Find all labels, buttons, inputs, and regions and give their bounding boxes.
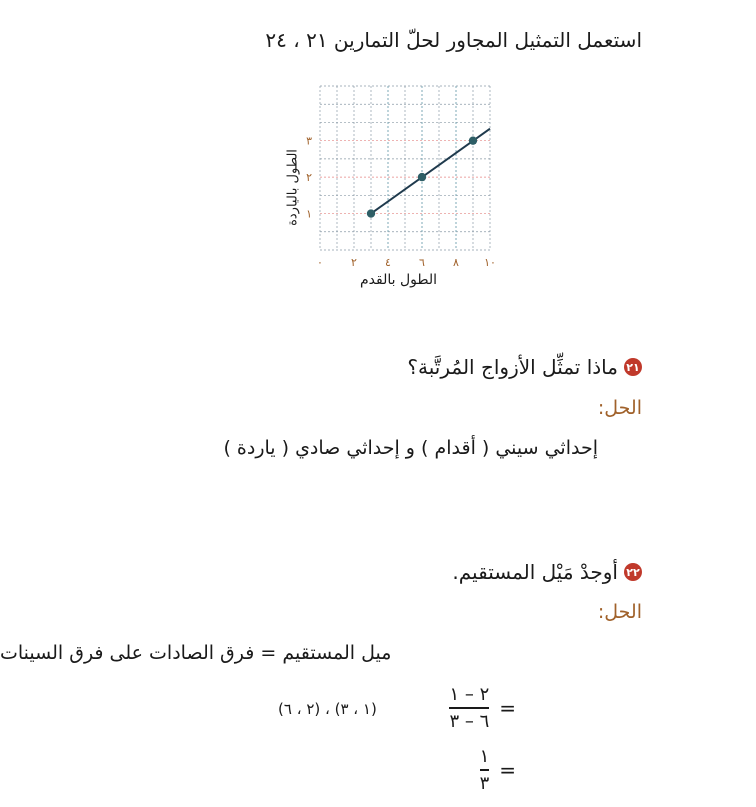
question-number-badge: ٢١: [624, 358, 642, 376]
question-number-badge: ٢٢: [624, 563, 642, 581]
step-1: [449, 684, 516, 732]
answer-21: إحداثي سيني ( أقدام ) و إحداثي صادي ( ياردة ): [223, 437, 598, 459]
fraction: [480, 746, 490, 794]
x-tick-label: ٠: [317, 256, 323, 269]
x-tick-label: ١٠: [484, 256, 496, 269]
equals-sign: =: [499, 695, 516, 720]
question-21: [407, 355, 642, 379]
y-tick-label: ١: [306, 207, 312, 221]
denominator: ٦ – ٣: [449, 710, 490, 732]
step-2: [480, 746, 516, 794]
x-axis-label: الطول بالقدم: [360, 272, 438, 288]
denominator: ٣: [479, 772, 490, 794]
data-point: [367, 209, 375, 217]
data-point: [469, 136, 477, 144]
question-22: [452, 560, 642, 584]
intro-text: استعمل التمثيل المجاور لحلّ التمارين ٢١ ، ٢٤: [265, 28, 642, 52]
grid: [320, 86, 490, 250]
y-tick-label: ٢: [306, 171, 312, 185]
x-tick-label: ٢: [351, 256, 357, 269]
y-axis-label: الطول بالياردة: [285, 149, 301, 226]
x-tick-label: ٨: [453, 256, 459, 269]
equals-sign: =: [499, 757, 516, 782]
question-text: ماذا تمثِّل الأزواج المُرتَّبة؟: [407, 355, 618, 379]
solution-label: الحل:: [597, 601, 642, 623]
solution-label: الحل:: [597, 397, 642, 419]
plot-series: [367, 129, 490, 218]
fraction: [449, 684, 489, 732]
data-point: [418, 173, 426, 181]
slope-rule: ميل المستقيم = فرق الصادات على فرق السينات: [0, 642, 392, 664]
x-tick-label: ٦: [419, 256, 425, 269]
numerator: ١: [479, 746, 490, 767]
y-tick-label: ٣: [306, 134, 312, 148]
fraction-bar: [480, 769, 490, 771]
fraction-bar: [449, 707, 489, 709]
question-text: أوجدْ مَيْل المستقيم.: [452, 560, 618, 584]
numerator: ٢ – ١: [449, 684, 490, 705]
axis-tick-labels: [306, 135, 496, 269]
points-text: (٢ ، ٦) ، (١ ، ٣): [278, 700, 377, 718]
x-tick-label: ٤: [385, 256, 391, 269]
